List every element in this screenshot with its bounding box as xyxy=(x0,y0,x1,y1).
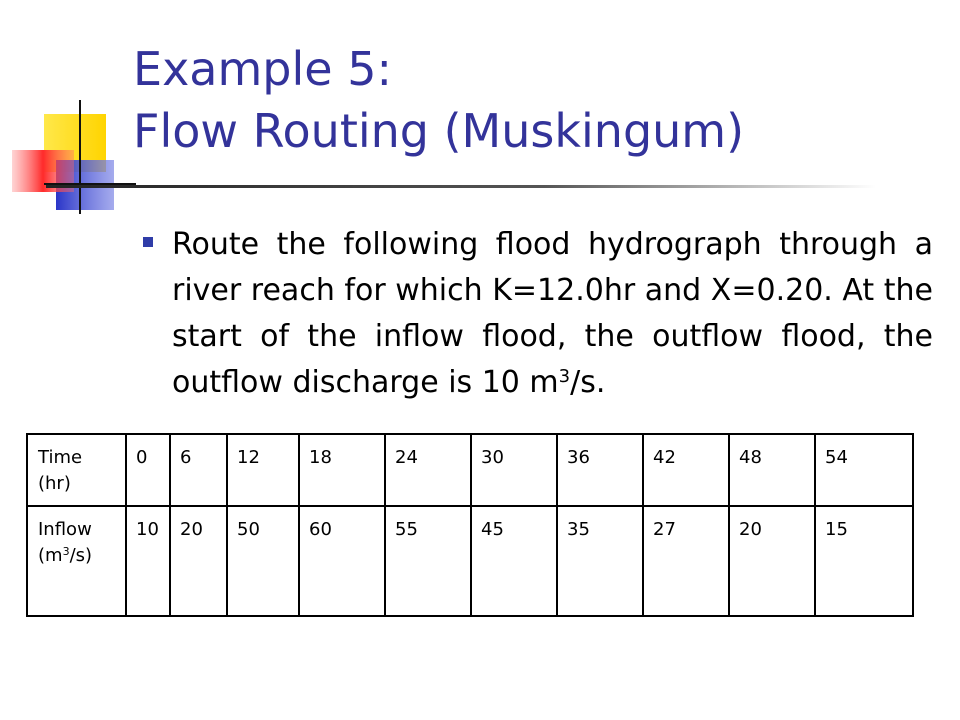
table-cell: 30 xyxy=(471,434,557,506)
bullet-item xyxy=(143,222,933,406)
inflow-label-end: /s) xyxy=(69,545,93,566)
row-label-time: Time (hr) xyxy=(27,434,126,506)
table-row-inflow xyxy=(27,506,913,616)
table-row-time xyxy=(27,434,913,506)
title-line-2: Flow Routing (Muskingum) xyxy=(133,104,745,158)
row-label-inflow xyxy=(27,506,126,616)
table-cell: 27 xyxy=(643,506,729,616)
bullet-square-icon xyxy=(143,237,153,247)
table-cell: 10 xyxy=(126,506,170,616)
bullet-text-main: Route the following flood hydrograph through a river reach for which K=12.0hr and X=0.20. At the start of the inflow flood, the outflow flood, the outflow discharge is 10 m xyxy=(172,227,933,400)
table-cell: 36 xyxy=(557,434,643,506)
table-cell: 24 xyxy=(385,434,471,506)
table-cell: 45 xyxy=(471,506,557,616)
bullet-text-end: /s. xyxy=(570,365,606,400)
table-cell: 20 xyxy=(729,506,815,616)
inflow-label-main: Inflow (m xyxy=(38,519,92,566)
table-cell: 6 xyxy=(170,434,227,506)
table-cell: 60 xyxy=(299,506,385,616)
bullet-text-superscript: 3 xyxy=(558,366,571,387)
table-cell: 0 xyxy=(126,434,170,506)
title-line-1: Example 5: xyxy=(133,42,392,96)
table-cell: 12 xyxy=(227,434,299,506)
inflow-label-superscript: 3 xyxy=(62,545,70,558)
bullet-text xyxy=(172,222,933,406)
title-divider xyxy=(46,185,876,188)
slide-title xyxy=(133,38,933,162)
table-cell: 54 xyxy=(815,434,913,506)
table-cell: 50 xyxy=(227,506,299,616)
table-cell: 55 xyxy=(385,506,471,616)
table-cell: 42 xyxy=(643,434,729,506)
hydrograph-table xyxy=(26,433,914,617)
table-cell: 35 xyxy=(557,506,643,616)
table-cell: 20 xyxy=(170,506,227,616)
table-cell: 15 xyxy=(815,506,913,616)
table-cell: 48 xyxy=(729,434,815,506)
table-cell: 18 xyxy=(299,434,385,506)
